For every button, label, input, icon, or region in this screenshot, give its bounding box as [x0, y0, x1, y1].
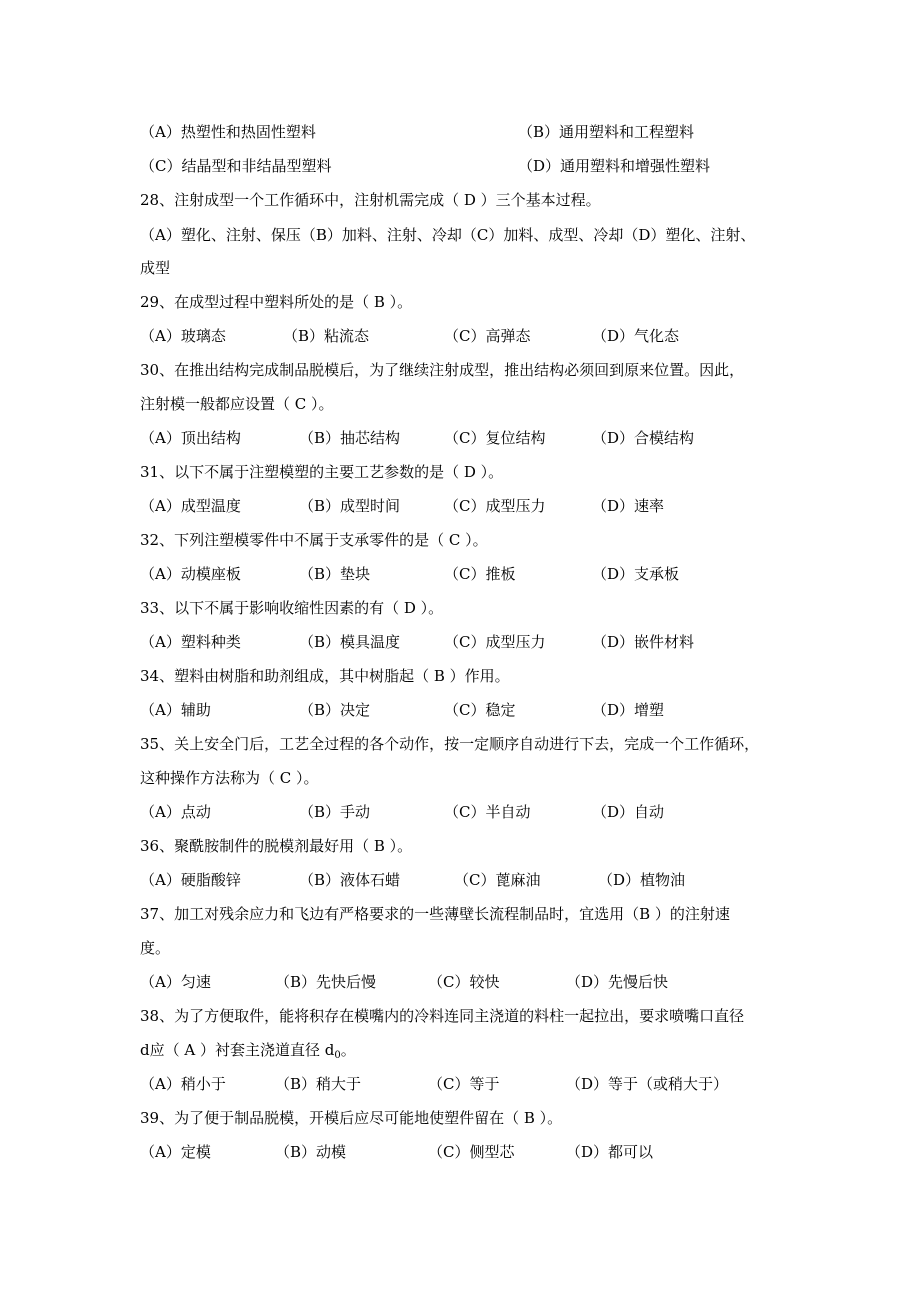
q30-option-d: （D）合模结构 — [592, 429, 695, 447]
q29-option-d: （D）气化态 — [592, 327, 680, 345]
q37-option-b: （B）先快后慢 — [275, 973, 377, 991]
q38-stem-line2-end: 。 — [340, 1041, 356, 1059]
q35-option-d: （D）自动 — [592, 803, 665, 821]
q35-option-a: （A）点动 — [140, 803, 211, 821]
q33-option-c: （C）成型压力 — [444, 633, 546, 651]
q35-option-c: （C）半自动 — [444, 803, 531, 821]
q32-option-c: （C）推板 — [444, 565, 516, 583]
q34-option-b: （B）决定 — [299, 701, 371, 719]
q34-stem: 34、塑料由树脂和助剂组成，其中树脂起（ B ）作用。 — [140, 667, 510, 685]
q39-stem: 39、为了便于制品脱模，开模后应尽可能地使塑件留在（ B ）。 — [140, 1109, 563, 1127]
q34-option-c: （C）稳定 — [444, 701, 516, 719]
q27-option-d: （D）通用塑料和增强性塑料 — [518, 157, 711, 175]
q29-option-a: （A）玻璃态 — [140, 327, 226, 345]
q38-option-a: （A）稍小于 — [140, 1075, 226, 1093]
q35-stem-line2: 这种操作方法称为（ C ）。 — [140, 769, 319, 787]
q33-option-b: （B）模具温度 — [299, 633, 401, 651]
q38-option-c: （C）等于 — [428, 1075, 500, 1093]
q27-option-a: （A）热塑性和热固性塑料 — [140, 123, 316, 141]
q32-option-d: （D）支承板 — [592, 565, 680, 583]
q36-option-b: （B）液体石蜡 — [299, 871, 401, 889]
q30-option-a: （A）顶出结构 — [140, 429, 241, 447]
q33-stem: 33、以下不属于影响收缩性因素的有（ D ）。 — [140, 599, 444, 617]
q38-subscript: 0 — [334, 1050, 341, 1061]
q35-option-b: （B）手动 — [299, 803, 371, 821]
q33-option-d: （D）嵌件材料 — [592, 633, 695, 651]
q39-option-a: （A）定模 — [140, 1143, 211, 1161]
q38-stem-line2 — [140, 1039, 356, 1061]
q31-option-b: （B）成型时间 — [299, 497, 401, 515]
q37-stem-line2: 度。 — [140, 939, 171, 957]
q38-option-d: （D）等于（或稍大于） — [566, 1075, 729, 1093]
q39-option-d: （D）都可以 — [566, 1143, 654, 1161]
q39-option-c: （C）侧型芯 — [428, 1143, 515, 1161]
q34-option-d: （D）增塑 — [592, 701, 665, 719]
q32-option-a: （A）动模座板 — [140, 565, 241, 583]
q37-option-c: （C）较快 — [428, 973, 500, 991]
q38-stem-line2-text: d应（ A ）衬套主浇道直径 d — [140, 1041, 335, 1059]
q36-stem: 36、聚酰胺制件的脱模剂最好用（ B ）。 — [140, 837, 413, 855]
q37-stem-line1: 37、加工对残余应力和飞边有严格要求的一些薄壁长流程制品时，宜选用（B ）的注射速 — [140, 905, 730, 923]
q37-option-a: （A）匀速 — [140, 973, 211, 991]
q30-option-b: （B）抽芯结构 — [299, 429, 401, 447]
q33-option-a: （A）塑料种类 — [140, 633, 241, 651]
q31-option-a: （A）成型温度 — [140, 497, 241, 515]
q30-stem-line2: 注射模一般都应设置（ C ）。 — [140, 395, 334, 413]
q31-stem: 31、以下不属于注塑模塑的主要工艺参数的是（ D ）。 — [140, 463, 504, 481]
q29-option-b: （B）粘流态 — [283, 327, 370, 345]
q36-option-a: （A）硬脂酸锌 — [140, 871, 241, 889]
q32-stem: 32、下列注塑模零件中不属于支承零件的是（ C ）。 — [140, 531, 488, 549]
q31-option-d: （D）速率 — [592, 497, 665, 515]
q27-option-c: （C）结晶型和非结晶型塑料 — [140, 157, 332, 175]
q38-stem-line1: 38、为了方便取件，能将积存在模嘴内的冷料连同主浇道的料柱一起拉出，要求喷嘴口直径 — [140, 1007, 745, 1025]
q37-option-d: （D）先慢后快 — [566, 973, 669, 991]
q31-option-c: （C）成型压力 — [444, 497, 546, 515]
q36-option-c: （C）蓖麻油 — [454, 871, 541, 889]
q38-option-b: （B）稍大于 — [275, 1075, 362, 1093]
q35-stem-line1: 35、关上安全门后，工艺全过程的各个动作，按一定顺序自动进行下去，完成一个工作循环， — [140, 735, 760, 753]
q39-option-b: （B）动模 — [275, 1143, 347, 1161]
q32-option-b: （B）垫块 — [299, 565, 371, 583]
q27-option-b: （B）通用塑料和工程塑料 — [518, 123, 695, 141]
q36-option-d: （D）植物油 — [598, 871, 686, 889]
q28-stem: 28、注射成型一个工作循环中，注射机需完成（ D ）三个基本过程。 — [140, 191, 601, 209]
q30-option-c: （C）复位结构 — [444, 429, 546, 447]
q34-option-a: （A）辅助 — [140, 701, 211, 719]
q29-option-c: （C）高弹态 — [444, 327, 531, 345]
q29-stem: 29、在成型过程中塑料所处的是（ B ）。 — [140, 293, 413, 311]
q30-stem-line1: 30、在推出结构完成制品脱模后，为了继续注射成型，推出结构必须回到原来位置。因此， — [140, 361, 745, 379]
q28-options-line2: 成型 — [140, 259, 171, 277]
q28-options-line1: （A）塑化、注射、保压（B）加料、注射、冷却（C）加料、成型、冷却（D）塑化、注射、 — [140, 226, 756, 244]
